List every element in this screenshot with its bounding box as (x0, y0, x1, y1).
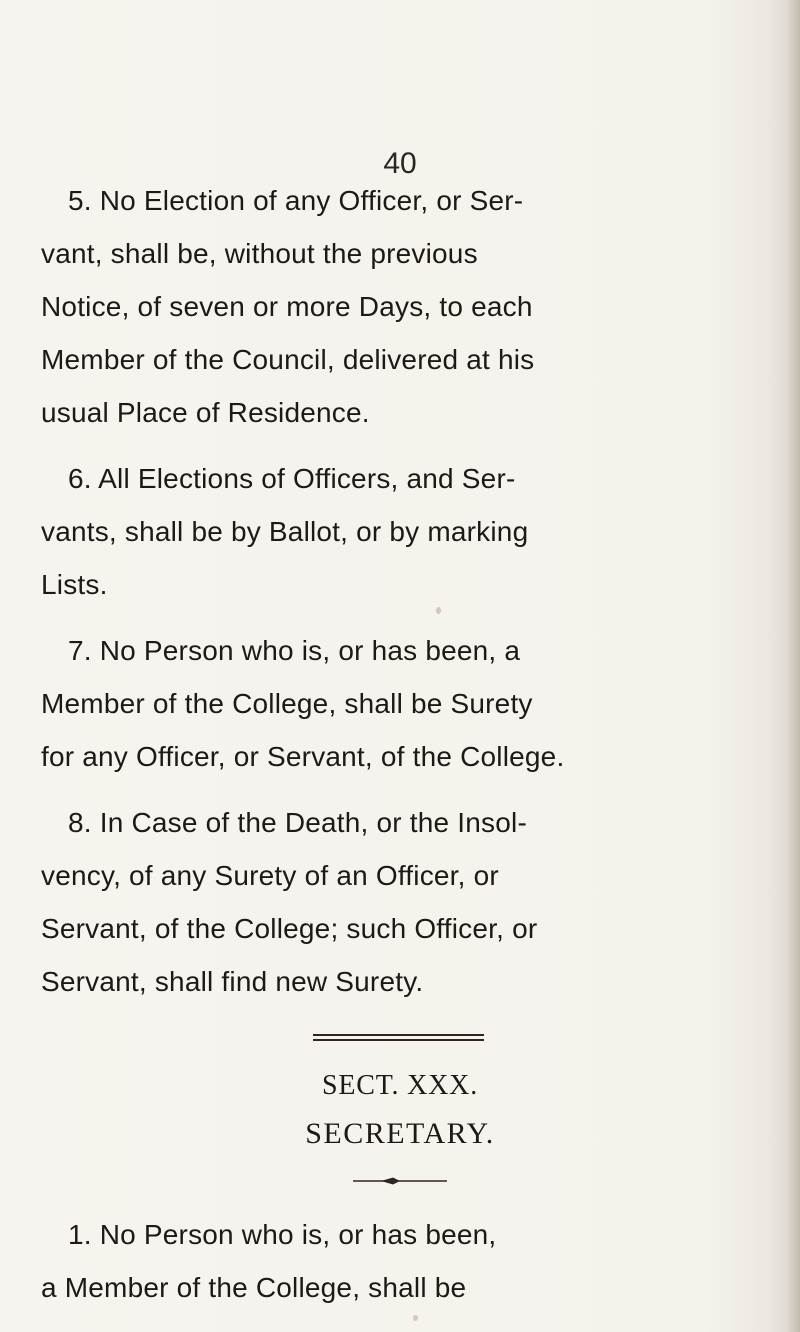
paragraph-line: Servant, of the College; such Officer, or (41, 913, 538, 944)
paper-speck (413, 1315, 418, 1321)
paragraph-line: Lists. (41, 569, 108, 600)
paragraph-line: Servant, shall find new Surety. (41, 966, 424, 997)
page-number: 40 (383, 147, 417, 180)
paragraph-line: 1. No Person who is, or has been, (68, 1219, 497, 1250)
paragraph-line: 5. No Election of any Officer, or Ser- (68, 185, 524, 216)
double-rule-divider (313, 1034, 484, 1041)
paragraph-line: 7. No Person who is, or has been, a (68, 635, 521, 666)
paragraph-line: vants, shall be by Ballot, or by marking (41, 516, 529, 547)
section-title: SECRETARY. (305, 1117, 495, 1150)
rule-ornament-icon (353, 1176, 447, 1186)
paragraph-line: vency, of any Surety of an Officer, or (41, 860, 499, 891)
paragraph-line: Member of the Council, delivered at his (41, 344, 535, 375)
paragraph-line: a Member of the College, shall be (41, 1272, 467, 1303)
paragraph-line: 8. In Case of the Death, or the Insol- (68, 807, 527, 838)
paragraph-line: Notice, of seven or more Days, to each (41, 291, 533, 322)
paragraph-line: 6. All Elections of Officers, and Ser- (68, 463, 516, 494)
paragraph-line: Member of the College, shall be Surety (41, 688, 533, 719)
section-number: SECT. XXX. (321, 1070, 479, 1101)
paragraph-line: vant, shall be, without the previous (41, 238, 478, 269)
paragraph-line: for any Officer, or Servant, of the College. (41, 741, 565, 772)
paragraph-line: usual Place of Residence. (41, 397, 370, 428)
paper-speck (436, 607, 441, 614)
